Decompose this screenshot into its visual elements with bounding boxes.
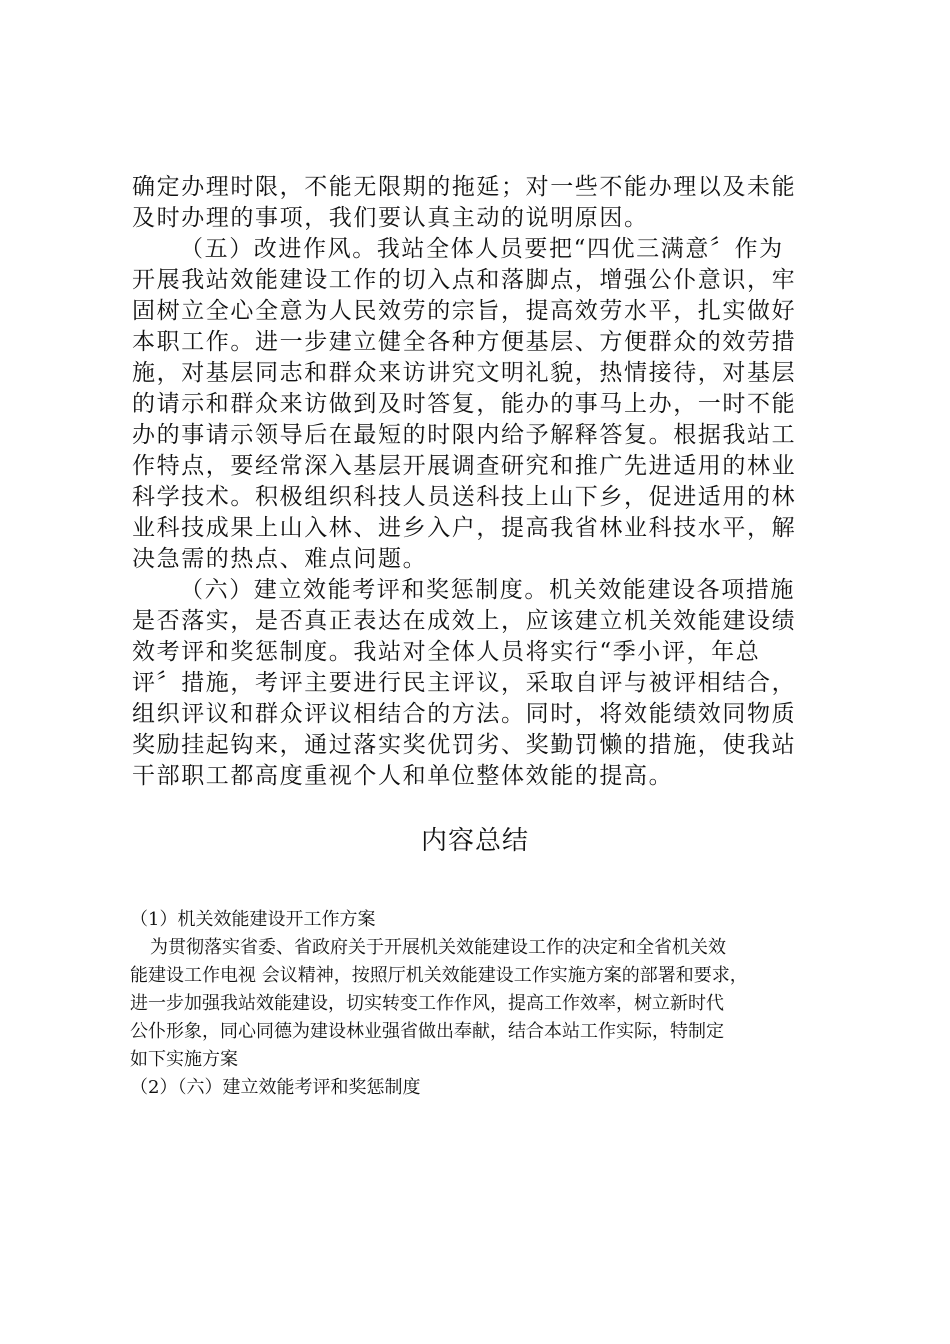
body-line: 开展我站效能建设工作的切入点和落脚点，增强公仆意识，牢 bbox=[132, 267, 797, 293]
body-line: 固树立全心全意为人民效劳的宗旨，提高效劳水平，扎实做好 bbox=[132, 298, 797, 324]
summary-line: 为贯彻落实省委、省政府关于开展机关效能建设工作的决定和全省机关效 bbox=[150, 937, 726, 958]
body-line: 决急需的热点、难点问题。 bbox=[132, 546, 428, 572]
summary-item-1-heading: （1）机关效能建设开工作方案 bbox=[130, 909, 376, 930]
summary-title: 内容总结 bbox=[420, 826, 529, 856]
body-line: 是否落实，是否真正表达在成效上，应该建立机关效能建设绩 bbox=[132, 608, 797, 634]
paragraph-six-heading: （六）建立效能考评和奖惩制度。机关效能建设各项措施 bbox=[180, 577, 795, 603]
body-line: 施，对基层同志和群众来访讲究文明礼貌，热情接待，对基层 bbox=[132, 360, 797, 386]
body-line: 业科技成果上山入林、进乡入户，提高我省林业科技水平，解 bbox=[132, 515, 797, 541]
body-line: 奖励挂起钩来，通过落实奖优罚劣、奖勤罚懒的措施，使我站 bbox=[132, 732, 797, 758]
body-line: 评〞措施，考评主要进行民主评议，采取自评与被评相结合， bbox=[132, 670, 797, 696]
document-body bbox=[132, 172, 832, 792]
body-line: 组织评议和群众评议相结合的方法。同时，将效能绩效同物质 bbox=[132, 701, 797, 727]
body-line: 本职工作。进一步建立健全各种方便基层、方便群众的效劳措 bbox=[132, 329, 797, 355]
body-line: 干部职工都高度重视个人和单位整体效能的提高。 bbox=[132, 763, 674, 789]
summary-line: 能建设工作电视 会议精神，按照厅机关效能建设工作实施方案的部署和要求， bbox=[130, 965, 748, 986]
body-line: 科学技术。积极组织科技人员送科技上山下乡，促进适用的林 bbox=[132, 484, 797, 510]
body-line: 效考评和奖惩制度。我站对全体人员将实行“季小评，年总 bbox=[132, 639, 761, 665]
body-line: 的请示和群众来访做到及时答复，能办的事马上办，一时不能 bbox=[132, 391, 797, 417]
summary-line: 公仆形象，同心同德为建设林业强省做出奉献，结合本站工作实际，特制定 bbox=[130, 1021, 724, 1042]
body-line: 确定办理时限，不能无限期的拖延；对一些不能办理以及未能 bbox=[132, 174, 797, 200]
body-line: 作特点，要经常深入基层开展调查研究和推广先进适用的林业 bbox=[132, 453, 797, 479]
body-line: 办的事请示领导后在最短的时限内给予解释答复。根据我站工 bbox=[132, 422, 797, 448]
body-line: 及时办理的事项，我们要认真主动的说明原因。 bbox=[132, 205, 649, 231]
summary-line: 进一步加强我站效能建设，切实转变工作作风，提高工作效率，树立新时代 bbox=[130, 993, 724, 1014]
summary-line: 如下实施方案 bbox=[130, 1049, 238, 1070]
summary-item-2-heading: （2）（六）建立效能考评和奖惩制度 bbox=[130, 1077, 421, 1098]
summary-section bbox=[130, 906, 850, 1102]
paragraph-five-heading: （五）改进作风。我站全体人员要把“四优三满意〞作为 bbox=[180, 236, 784, 262]
